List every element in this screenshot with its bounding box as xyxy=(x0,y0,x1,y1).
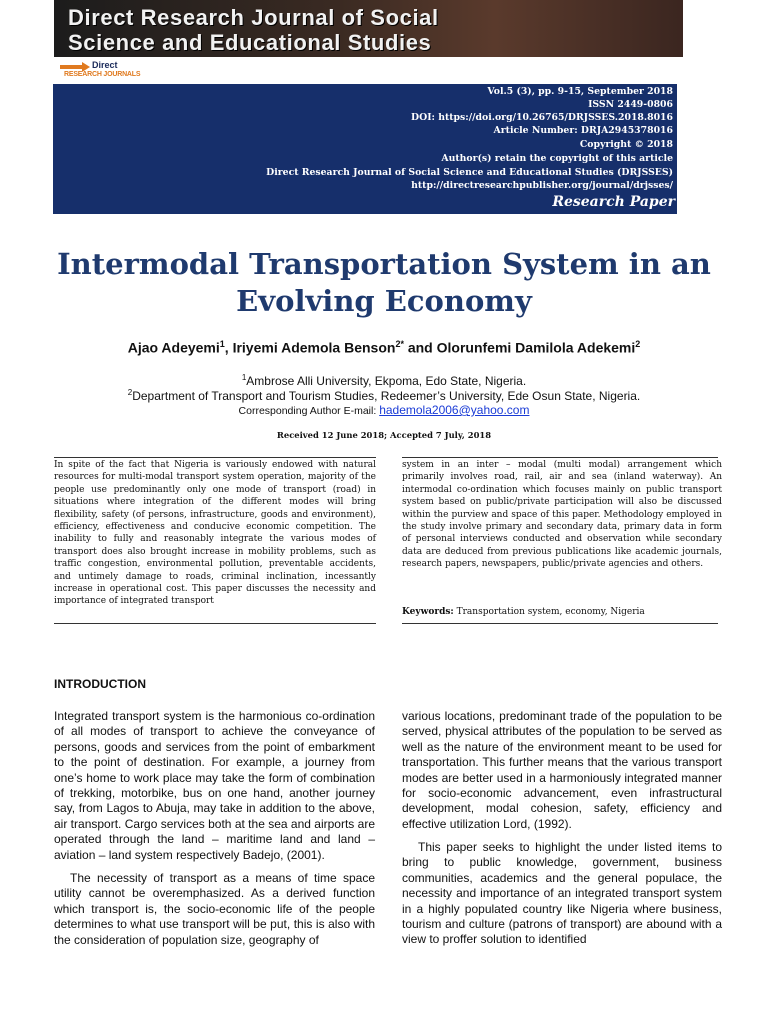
journal-banner xyxy=(54,0,683,57)
paper-title xyxy=(40,246,728,320)
meta-volume: Vol.5 (3), pp. 9-15, September 2018 xyxy=(487,86,673,97)
keywords-label: Keywords: xyxy=(402,607,454,617)
author-name: Ajao Adeyemi xyxy=(127,339,220,356)
corresponding-label: Corresponding Author E-mail: xyxy=(238,405,380,417)
affiliation-text: Department of Transport and Tourism Studies, Redeemer’s University, Ede Osun State, Nigeria. xyxy=(132,389,641,403)
introduction-heading: INTRODUCTION xyxy=(54,677,146,691)
intro-left-paragraph-2: The necessity of transport as a means of time space utility cannot be overemphasized. As a derived function which transport is, the socio-economic life of the people determines to what use transport will be put, this is also with the consideration of population size, geography of xyxy=(54,871,375,947)
paper-title-line-2: Evolving Economy xyxy=(236,284,532,318)
abstract-top-rule-left xyxy=(54,457,376,458)
abstract-left-column: In spite of the fact that Nigeria is variously endowed with natural resources for multi-modal transport system operation, majority of the people use predominantly only one mode of transport (road) in situations where integration of the different modes will bring flexibility, safety (of persons, infrastructure, goods and environment), efficiency, effectiveness and conducive economic competition. The inability to fully and reasonably integrate the various modes of transport does also brought increase in mobility problems, such as traffic congestion, environmental pollution, preventable accidents, and untimely damage to roads, criminal inclination, incessantly increase in operational cost. This paper discusses the necessity and importance of integrated transport xyxy=(54,460,376,607)
meta-article-number: Article Number: DRJA2945378016 xyxy=(493,125,673,136)
author-name: Olorunfemi Damilola Adekemi xyxy=(436,339,636,356)
author-separator: and xyxy=(403,339,437,356)
abstract-bottom-rule-right xyxy=(402,623,718,624)
article-meta-panel xyxy=(53,84,677,214)
banner-line-2: Science and Educational Studies xyxy=(68,30,432,55)
corresponding-email-link[interactable]: hademola2006@yahoo.com xyxy=(379,403,530,417)
affiliation-1 xyxy=(40,373,728,388)
received-accepted-dates: Received 12 June 2018; Accepted 7 July, 2018 xyxy=(276,430,492,440)
meta-journal-url[interactable]: http://directresearchpublisher.org/journal/drjsses/ xyxy=(411,180,673,191)
meta-doi[interactable]: DOI: https://doi.org/10.26765/DRJSSES.2018.8016 xyxy=(411,112,673,123)
logo-text-secondary: RESEARCH JOURNALS xyxy=(64,71,141,78)
author-affiliation-mark: 1 xyxy=(219,339,225,349)
author-separator: , xyxy=(224,339,233,356)
author-affiliation-mark: 2* xyxy=(395,339,404,349)
intro-right-paragraph-1: various locations, predominant trade of the population to be served, physical attributes of the population to be served as well as the nature of the environment meant to be used for transportation. This further means that the various transport modes are better used in a harmoniously integrated manner for socio-economic advancement, even infrastructural development, modal cohesion, safety, efficiency and effective utilization Lord, (1992). xyxy=(402,709,722,831)
abstract-right-column: system in an inter – modal (multi modal) arrangement which primarily involves road, rail, air and sea (inland waterway). An intermodal co-ordination which focuses mainly on public transport system based on public/private participation will also be discussed within the purview and space of this paper. Methodology employed in the study involve primary and secondary data, primary data in form of personal interviews conducted and observation while secondary data are deduced from previous publications like academic journals, research papers, newspapers, public/private agencies and others. xyxy=(402,460,722,570)
paper-title-line-1: Intermodal Transportation System in an xyxy=(57,247,711,281)
paper-type-label: Research Paper xyxy=(552,194,675,210)
author-affiliation-mark: 2 xyxy=(635,339,641,349)
abstract-top-rule-right xyxy=(402,457,718,458)
meta-copyright: Copyright © 2018 xyxy=(579,139,673,150)
keywords-line xyxy=(402,607,645,617)
corresponding-author xyxy=(40,403,728,417)
publisher-logo xyxy=(60,60,150,82)
keywords-text: Transportation system, economy, Nigeria xyxy=(453,607,645,617)
logo-text-primary: Direct xyxy=(92,60,118,70)
meta-issn: ISSN 2449-0806 xyxy=(588,99,673,110)
meta-rights: Author(s) retain the copyright of this article xyxy=(441,153,673,164)
author-list xyxy=(40,339,728,356)
intro-left-paragraph-1: Integrated transport system is the harmonious co-ordination of all modes of transport to achieve the conveyance of persons, goods and services from the point of embarkment to the point of destination. For example, a journey from one’s home to work place may take the form of combination of trekking, motorbike, bus on one hand, another journey say, from Lagos to Abuja, may take in addition to the above, air transport. Cargo services both at the sea and airports are operated through the land – maritime land and land – aviation – land system respectively Badejo, (2001). xyxy=(54,709,375,862)
affiliation-2 xyxy=(40,388,728,403)
meta-journal-name: Direct Research Journal of Social Science and Educational Studies (DRJSSES) xyxy=(266,167,673,178)
abstract-bottom-rule-left xyxy=(54,623,376,624)
affiliation-mark: 1 xyxy=(241,373,247,382)
intro-right-paragraph-2: This paper seeks to highlight the under listed items to bring to public knowledge, government, business communities, academics and the general populace, the necessity and importance of an integrated transport system in a highly populated country like Nigeria where business, tourism and culture (patrons of transport) are abound with a view to proffer solution to identified xyxy=(402,840,722,947)
affiliation-text: Ambrose Alli University, Ekpoma, Edo State, Nigeria. xyxy=(246,374,527,388)
author-name: Iriyemi Ademola Benson xyxy=(232,339,396,356)
banner-line-1: Direct Research Journal of Social xyxy=(68,5,439,30)
affiliation-mark: 2 xyxy=(127,388,133,397)
